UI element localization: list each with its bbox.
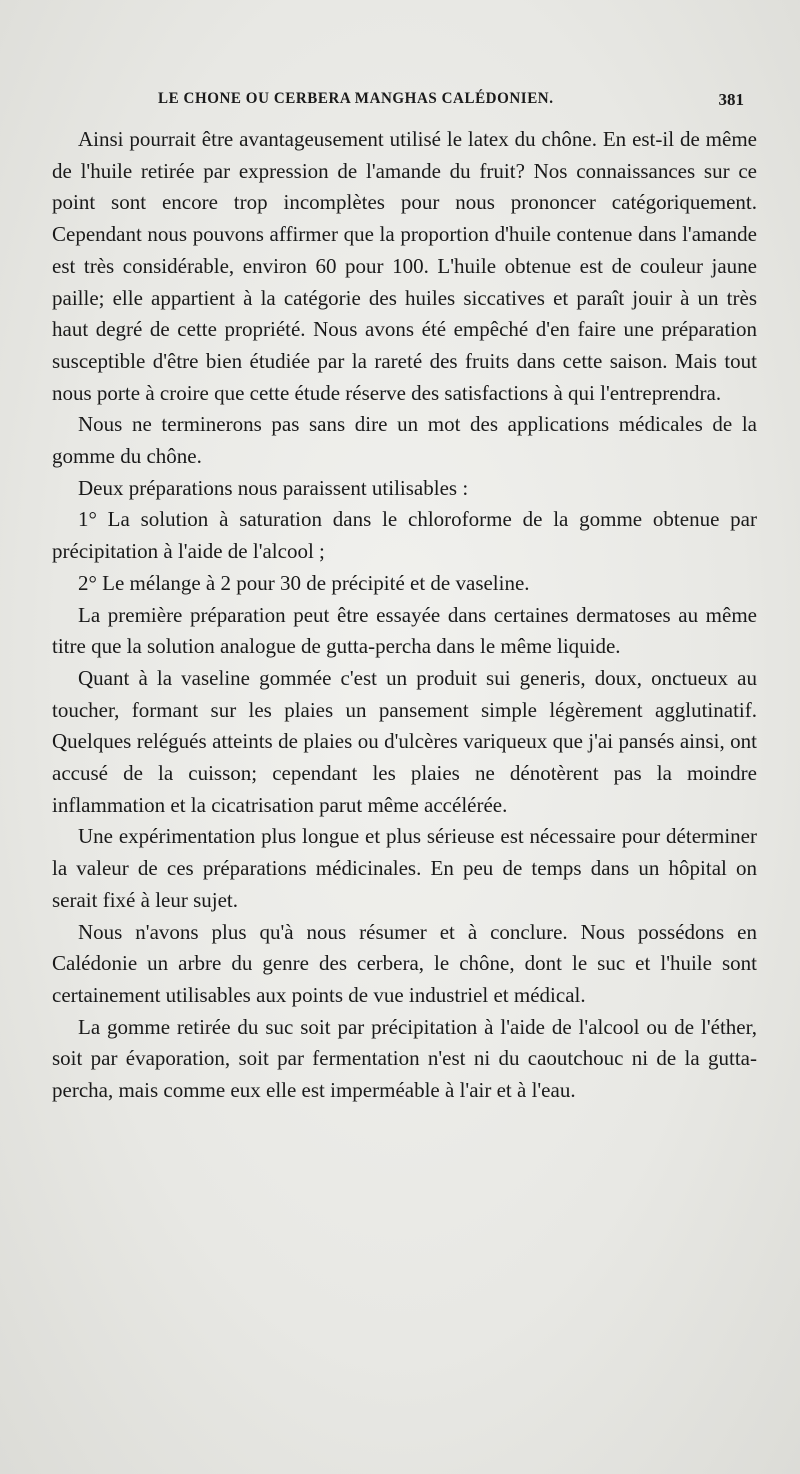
- running-title: LE CHONE OU CERBERA MANGHAS CALÉDONIEN.: [158, 90, 554, 107]
- paragraph: Quant à la vaseline gommée c'est un produit sui generis, doux, onctueux au toucher, formant sur les plaies un pansement simple légèrement agglutinatif. Quelques relégués atteints de plaies ou d'ulcères variqueux que j'ai pansés ainsi, ont accusé de la cuisson; cependant les plaies ne dénotèrent pas la moindre inflammation et la cicatrisation parut même accélérée.: [52, 665, 757, 817]
- paragraph: 2° Le mélange à 2 pour 30 de précipité et de vaseline.: [78, 570, 530, 595]
- paragraph: La gomme retirée du suc soit par précipitation à l'aide de l'alcool ou de l'éther, soit par évaporation, soit par fermentation n'est ni du caoutchouc ni de la gutta-percha, mais comme eux elle est imperméable à l'air et à l'eau.: [52, 1014, 757, 1103]
- paragraph: Deux préparations nous paraissent utilisables :: [78, 475, 469, 500]
- paragraph: 1° La solution à saturation dans le chloroforme de la gomme obtenue par précipitation à l'aide de l'alcool ;: [52, 507, 757, 564]
- body-text: [52, 124, 757, 1107]
- paragraph: Nous ne terminerons pas sans dire un mot des applications médicales de la gomme du chône.: [52, 412, 757, 469]
- running-head: [158, 90, 744, 116]
- page-number: 381: [718, 90, 744, 109]
- paragraph: Ainsi pourrait être avantageusement utilisé le latex du chône. En est-il de même de l'huile retirée par expression de l'amande du fruit? Nos connaissances sur ce point sont encore trop incomplètes pour nous prononcer catégoriquement. Cependant nous pouvons affirmer que la proportion d'huile contenue dans l'amande est très considérable, environ 60 pour 100. L'huile obtenue est de couleur jaune paille; elle appartient à la catégorie des huiles siccatives et paraît jouir à un très haut degré de cette propriété. Nous avons été empêché d'en faire une préparation susceptible d'être bien étudiée par la rareté des fruits dans cette saison. Mais tout nous porte à croire que cette étude réserve des satisfactions à qui l'entreprendra.: [52, 127, 757, 405]
- paragraph: Nous n'avons plus qu'à nous résumer et à conclure. Nous possédons en Calédonie un arbre du genre des cerbera, le chône, dont le suc et l'huile sont certainement utilisables aux points de vue industriel et médical.: [52, 919, 757, 1007]
- paragraph: La première préparation peut être essayée dans certaines dermatoses au même titre que la solution analogue de gutta-percha dans le même liquide.: [52, 602, 757, 659]
- paragraph: Une expérimentation plus longue et plus sérieuse est nécessaire pour déterminer la valeur de ces préparations médicinales. En peu de temps dans un hôpital on serait fixé à leur sujet.: [52, 824, 757, 912]
